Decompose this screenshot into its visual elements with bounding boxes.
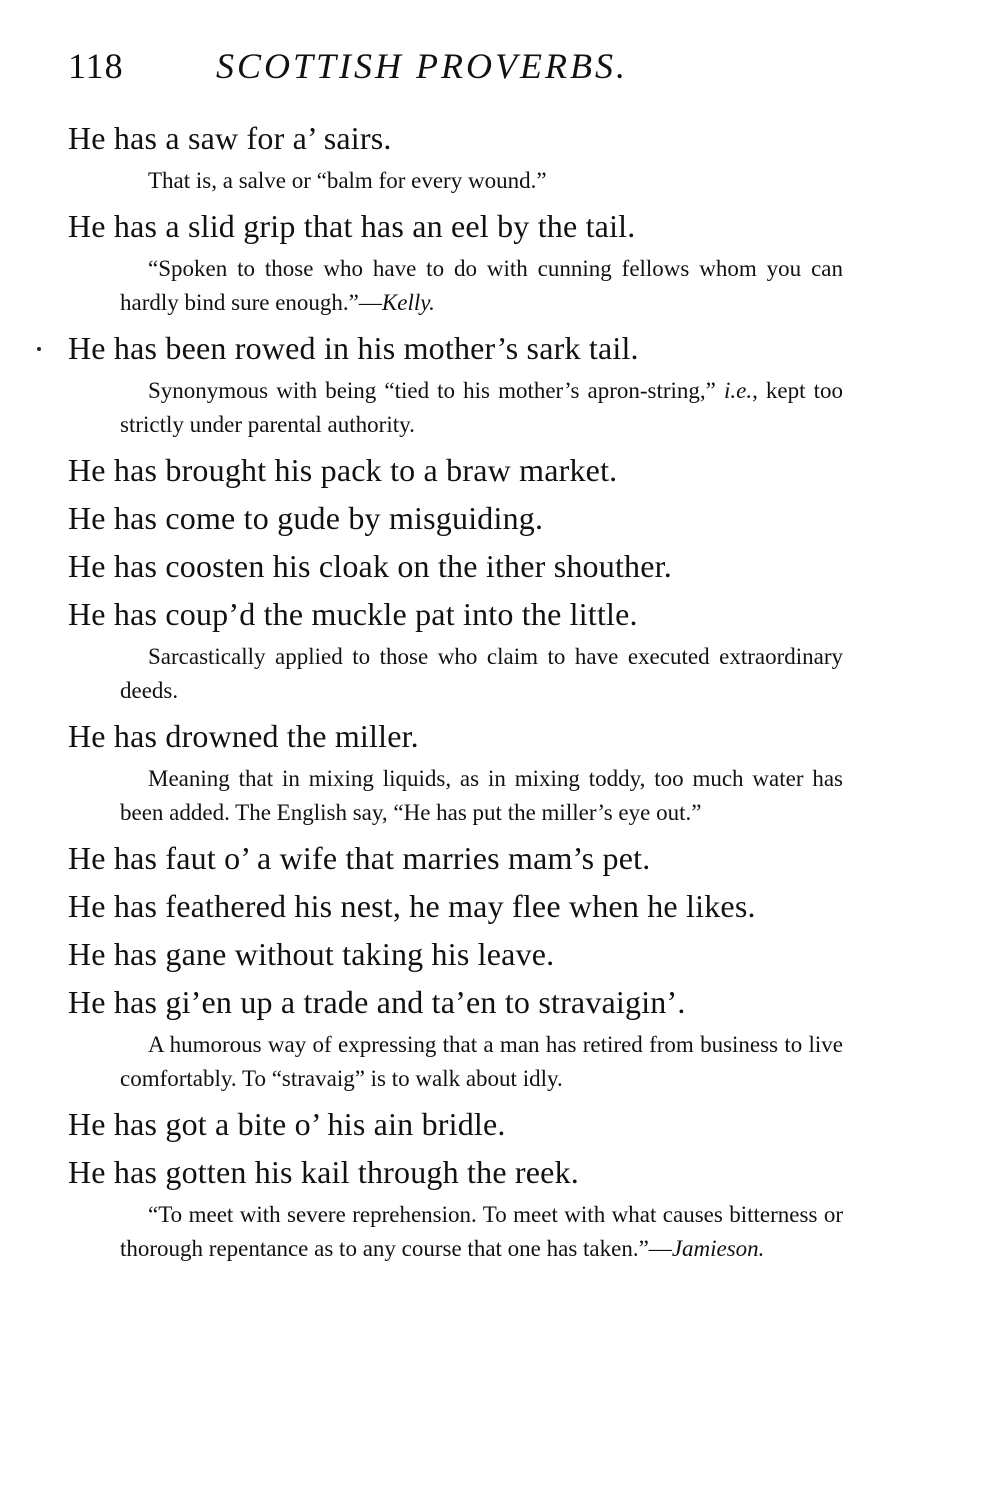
note-segment: A humorous way of expressing that a man has retired from business to live comfortably. To “stravaig” is to walk about idly.: [120, 1032, 843, 1091]
proverb-text: He has faut o’ a wife that marries mam’s pet.: [68, 840, 651, 876]
note-italic-segment: Kelly.: [381, 290, 435, 315]
note-segment: Meaning that in mixing liquids, as in mixing toddy, too much water has been added. The English say, “He has put the miller’s eye out.”: [120, 766, 843, 825]
proverb-text: He has gotten his kail through the reek.: [68, 1154, 579, 1190]
proverb-text: He has been rowed in his mother’s sark tail.: [68, 330, 639, 366]
running-title: SCOTTISH PROVERBS.: [216, 46, 628, 86]
proverb-text: He has gane without taking his leave.: [68, 936, 555, 972]
note-italic-segment: i.e.: [723, 378, 753, 403]
note-segment: “Spoken to those who have to do with cunning fellows whom you can hardly bind sure enough.”—: [120, 256, 843, 315]
note-italic-segment: Jamieson.: [671, 1236, 765, 1261]
proverb-text: He has feathered his nest, he may flee when he likes.: [68, 888, 756, 924]
proverb-note: [120, 252, 843, 320]
proverb-text: He has come to gude by misguiding.: [68, 500, 544, 536]
note-segment: , kept too strictly under parental authority.: [120, 378, 843, 437]
running-head: [68, 44, 848, 88]
proverb-text: He has coup’d the muckle pat into the little.: [68, 596, 638, 632]
proverb-note: [120, 164, 843, 198]
proverb-note: [120, 374, 843, 442]
proverb-text: He has coosten his cloak on the ither shouther.: [68, 548, 672, 584]
proverb-text: He has gi’en up a trade and ta’en to stravaigin’.: [68, 984, 686, 1020]
proverb-text: He has brought his pack to a braw market.: [68, 452, 618, 488]
proverb-text: He has drowned the miller.: [68, 718, 419, 754]
proverb-text: He has got a bite o’ his ain bridle.: [68, 1106, 506, 1142]
stray-ink-mark: [37, 347, 41, 351]
page-number: 118: [68, 46, 124, 86]
proverb-note: [120, 762, 843, 830]
note-segment: That is, a salve or “balm for every wound.”: [148, 168, 547, 193]
proverb-text: He has a slid grip that has an eel by the tail.: [68, 208, 636, 244]
proverb-text: He has a saw for a’ sairs.: [68, 120, 392, 156]
proverb-list: [68, 118, 843, 1266]
proverb-note: [120, 1028, 843, 1096]
proverb-note: [120, 1198, 843, 1266]
note-segment: “To meet with severe reprehension. To meet with what causes bitterness or thorough repentance as to any course that one has taken.”—: [120, 1202, 843, 1261]
note-segment: Sarcastically applied to those who claim to have executed extraordinary deeds.: [120, 644, 843, 703]
proverb-note: [120, 640, 843, 708]
note-segment: Synonymous with being “tied to his mother’s apron-string,”: [148, 378, 724, 403]
